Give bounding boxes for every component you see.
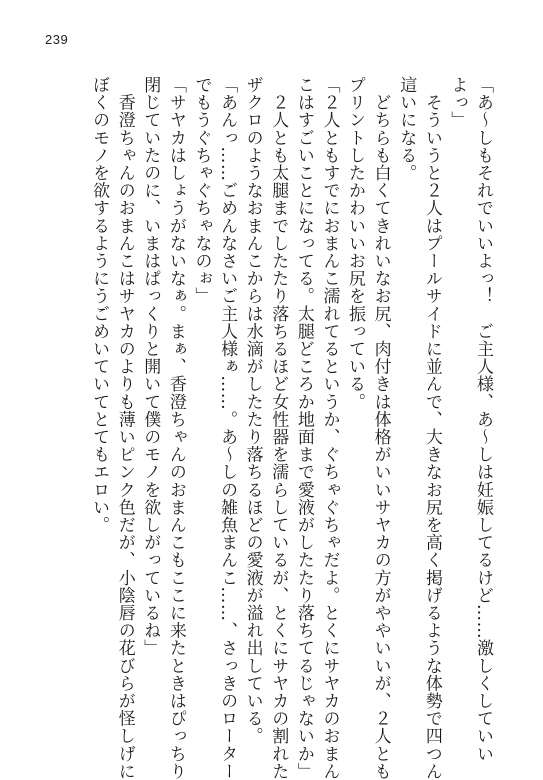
text-line: ２人とも太腿までしたたり落ちるほど女性器を濡らしているが、とくにサヤカの割れた <box>268 76 289 780</box>
text-line: どちらも白くてきれいなお尻、肉付きは体格がいいサヤカの方がややいいが、２人とも <box>370 76 391 780</box>
text-line: よっ」 <box>447 76 468 129</box>
text-line: 「２人ともすでにおまんこ濡れてるというか、ぐちゃぐちゃだよ。とくにサヤカのおまん <box>319 76 340 780</box>
text-line: 閉じていたのに、いまはぱっくりと開いて僕のモノを欲しがっているね」 <box>140 76 161 657</box>
text-line: ぼくのモノを欲するようにうごめいていてとてもエロい。 <box>89 76 110 534</box>
novel-body-text <box>86 76 496 780</box>
text-line: でもうぐちゃぐちゃなのぉ」 <box>191 76 212 305</box>
page-number: 239 <box>45 32 69 47</box>
text-line: 香澄ちゃんのおまんこはサヤカのよりも薄いピンク色だが、小陰唇の花びらが怪しげに <box>114 76 135 780</box>
text-line: ザクロのようなおまんこからは水滴がしたたり落ちるほどの愛液が溢れ出している。 <box>242 76 263 745</box>
text-line: 「サヤカはしょうがないなぁ。まぁ、香澄ちゃんのおまんこもここに来たときはぴっちり <box>165 76 186 780</box>
text-line: そういうと２人はプールサイドに並んで、大きなお尻を高く掲げるような体勢で四つん <box>421 76 442 780</box>
text-line: 這いになる。 <box>396 76 417 182</box>
text-line: 「あんっ……ごめんなさいご主人様ぁ……。あ～しの雑魚まんこ……、さっきのローター <box>217 76 238 780</box>
text-line: こはすごいことになってる。太腿どころか地面まで愛液がしたたり落ちてるじゃないか」 <box>293 76 314 780</box>
text-line: プリントしたかわいいお尻を振っている。 <box>345 76 366 411</box>
text-line: 「あ～しもそれでいいよっ！ ご主人様、あ～しは妊娠してるけど……激しくしていい <box>473 76 493 763</box>
